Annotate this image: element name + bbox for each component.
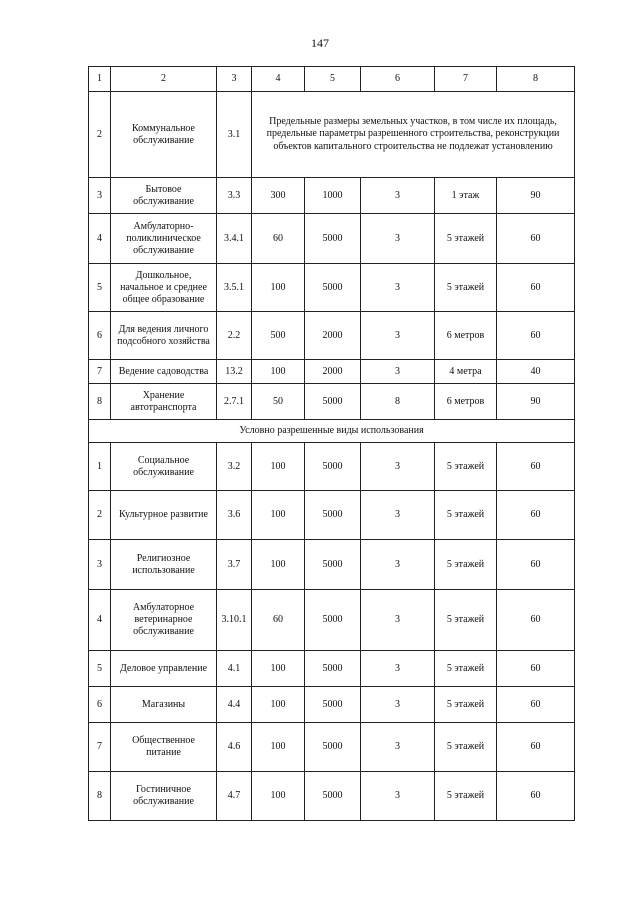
header-row bbox=[89, 67, 575, 92]
cell-col8: 60 bbox=[497, 651, 575, 687]
row-number: 7 bbox=[89, 723, 111, 772]
row-number: 6 bbox=[89, 312, 111, 360]
cell-col6: 3 bbox=[361, 491, 435, 540]
cell-col4: 100 bbox=[252, 443, 305, 491]
cell-col4: 100 bbox=[252, 687, 305, 723]
cell-col7: 4 метра bbox=[435, 360, 497, 384]
use-name: Для ведения личного подсобного хозяйства bbox=[111, 312, 217, 360]
land-use-table bbox=[88, 66, 575, 821]
cell-col6: 3 bbox=[361, 540, 435, 590]
header-cell: 4 bbox=[252, 67, 305, 92]
cell-col7: 1 этаж bbox=[435, 178, 497, 214]
row-number: 2 bbox=[89, 92, 111, 178]
use-name: Магазины bbox=[111, 687, 217, 723]
cell-col7: 5 этажей bbox=[435, 772, 497, 821]
cell-col8: 60 bbox=[497, 772, 575, 821]
table-row bbox=[89, 92, 575, 178]
table-row bbox=[89, 651, 575, 687]
table-row bbox=[89, 540, 575, 590]
cell-col6: 3 bbox=[361, 214, 435, 264]
cell-col7: 5 этажей bbox=[435, 491, 497, 540]
cell-col6: 8 bbox=[361, 384, 435, 420]
use-code: 4.4 bbox=[217, 687, 252, 723]
cell-col8: 60 bbox=[497, 264, 575, 312]
cell-col6: 3 bbox=[361, 360, 435, 384]
use-code: 3.6 bbox=[217, 491, 252, 540]
use-code: 3.3 bbox=[217, 178, 252, 214]
cell-col6: 3 bbox=[361, 590, 435, 651]
use-name: Ведение садоводства bbox=[111, 360, 217, 384]
row-number: 5 bbox=[89, 651, 111, 687]
cell-col4: 100 bbox=[252, 491, 305, 540]
cell-col5: 5000 bbox=[305, 491, 361, 540]
table-row bbox=[89, 264, 575, 312]
use-code: 3.7 bbox=[217, 540, 252, 590]
cell-col5: 5000 bbox=[305, 384, 361, 420]
cell-col4: 100 bbox=[252, 772, 305, 821]
cell-col7: 5 этажей bbox=[435, 651, 497, 687]
use-code: 2.7.1 bbox=[217, 384, 252, 420]
cell-col4: 100 bbox=[252, 651, 305, 687]
use-name: Амбулаторное ветеринарное обслуживание bbox=[111, 590, 217, 651]
cell-col7: 5 этажей bbox=[435, 590, 497, 651]
table-row bbox=[89, 491, 575, 540]
use-name: Социальное обслуживание bbox=[111, 443, 217, 491]
cell-col5: 5000 bbox=[305, 651, 361, 687]
cell-col4: 60 bbox=[252, 590, 305, 651]
table-row bbox=[89, 360, 575, 384]
cell-col4: 60 bbox=[252, 214, 305, 264]
cell-col6: 3 bbox=[361, 687, 435, 723]
page-number: 147 bbox=[311, 36, 329, 50]
cell-col8: 60 bbox=[497, 540, 575, 590]
use-code: 3.5.1 bbox=[217, 264, 252, 312]
cell-col5: 5000 bbox=[305, 443, 361, 491]
row-number: 3 bbox=[89, 540, 111, 590]
section-row bbox=[89, 420, 575, 443]
row-number: 6 bbox=[89, 687, 111, 723]
row-number: 3 bbox=[89, 178, 111, 214]
cell-col5: 2000 bbox=[305, 312, 361, 360]
use-code: 3.4.1 bbox=[217, 214, 252, 264]
header-cell: 6 bbox=[361, 67, 435, 92]
use-code: 4.7 bbox=[217, 772, 252, 821]
use-code: 3.2 bbox=[217, 443, 252, 491]
cell-col6: 3 bbox=[361, 178, 435, 214]
table-row bbox=[89, 687, 575, 723]
use-code: 4.6 bbox=[217, 723, 252, 772]
cell-col5: 5000 bbox=[305, 590, 361, 651]
cell-col5: 1000 bbox=[305, 178, 361, 214]
cell-col5: 5000 bbox=[305, 214, 361, 264]
table-row bbox=[89, 772, 575, 821]
cell-col4: 100 bbox=[252, 264, 305, 312]
cell-col5: 5000 bbox=[305, 723, 361, 772]
header-cell: 3 bbox=[217, 67, 252, 92]
cell-col8: 90 bbox=[497, 384, 575, 420]
table-row bbox=[89, 723, 575, 772]
cell-col7: 5 этажей bbox=[435, 214, 497, 264]
use-name: Религиозное использование bbox=[111, 540, 217, 590]
row-number: 8 bbox=[89, 384, 111, 420]
row-number: 8 bbox=[89, 772, 111, 821]
use-name: Деловое управление bbox=[111, 651, 217, 687]
row-number: 7 bbox=[89, 360, 111, 384]
row-number: 4 bbox=[89, 590, 111, 651]
cell-col4: 100 bbox=[252, 360, 305, 384]
cell-col4: 100 bbox=[252, 723, 305, 772]
table-row bbox=[89, 178, 575, 214]
cell-col8: 60 bbox=[497, 590, 575, 651]
cell-col5: 2000 bbox=[305, 360, 361, 384]
use-code: 2.2 bbox=[217, 312, 252, 360]
cell-col7: 5 этажей bbox=[435, 264, 497, 312]
row-number: 5 bbox=[89, 264, 111, 312]
table-row bbox=[89, 384, 575, 420]
cell-col8: 60 bbox=[497, 214, 575, 264]
use-name: Дошкольное, начальное и среднее общее образование bbox=[111, 264, 217, 312]
cell-col7: 5 этажей bbox=[435, 723, 497, 772]
use-code: 3.10.1 bbox=[217, 590, 252, 651]
use-name: Культурное развитие bbox=[111, 491, 217, 540]
cell-col6: 3 bbox=[361, 723, 435, 772]
header-cell: 2 bbox=[111, 67, 217, 92]
not-applicable-note: Предельные размеры земельных участков, в том числе их площадь, предельные параметры разрешенного строительства, реконструкции объектов капитального строительства не подлежат установлению bbox=[252, 92, 575, 178]
cell-col7: 5 этажей bbox=[435, 443, 497, 491]
cell-col4: 300 bbox=[252, 178, 305, 214]
use-name: Хранение автотранспорта bbox=[111, 384, 217, 420]
cell-col6: 3 bbox=[361, 312, 435, 360]
cell-col5: 5000 bbox=[305, 540, 361, 590]
header-cell: 5 bbox=[305, 67, 361, 92]
table-row bbox=[89, 214, 575, 264]
use-name: Гостиничное обслуживание bbox=[111, 772, 217, 821]
cell-col4: 500 bbox=[252, 312, 305, 360]
cell-col5: 5000 bbox=[305, 687, 361, 723]
cell-col6: 3 bbox=[361, 264, 435, 312]
use-name: Амбулаторно-поликлиническое обслуживание bbox=[111, 214, 217, 264]
table-row bbox=[89, 590, 575, 651]
use-name: Бытовое обслуживание bbox=[111, 178, 217, 214]
section-title: Условно разрешенные виды использования bbox=[89, 420, 575, 443]
use-code: 3.1 bbox=[217, 92, 252, 178]
use-code: 4.1 bbox=[217, 651, 252, 687]
cell-col7: 5 этажей bbox=[435, 540, 497, 590]
cell-col7: 5 этажей bbox=[435, 687, 497, 723]
header-cell: 7 bbox=[435, 67, 497, 92]
row-number: 1 bbox=[89, 443, 111, 491]
cell-col5: 5000 bbox=[305, 772, 361, 821]
cell-col8: 90 bbox=[497, 178, 575, 214]
cell-col8: 40 bbox=[497, 360, 575, 384]
cell-col6: 3 bbox=[361, 772, 435, 821]
cell-col6: 3 bbox=[361, 651, 435, 687]
cell-col8: 60 bbox=[497, 443, 575, 491]
cell-col8: 60 bbox=[497, 491, 575, 540]
cell-col8: 60 bbox=[497, 687, 575, 723]
row-number: 4 bbox=[89, 214, 111, 264]
use-name: Коммунальное обслуживание bbox=[111, 92, 217, 178]
use-code: 13.2 bbox=[217, 360, 252, 384]
use-name: Общественное питание bbox=[111, 723, 217, 772]
header-cell: 8 bbox=[497, 67, 575, 92]
cell-col8: 60 bbox=[497, 312, 575, 360]
cell-col7: 6 метров bbox=[435, 384, 497, 420]
row-number: 2 bbox=[89, 491, 111, 540]
cell-col5: 5000 bbox=[305, 264, 361, 312]
table-row bbox=[89, 443, 575, 491]
cell-col7: 6 метров bbox=[435, 312, 497, 360]
cell-col4: 50 bbox=[252, 384, 305, 420]
cell-col8: 60 bbox=[497, 723, 575, 772]
header-cell: 1 bbox=[89, 67, 111, 92]
cell-col4: 100 bbox=[252, 540, 305, 590]
cell-col6: 3 bbox=[361, 443, 435, 491]
table-row bbox=[89, 312, 575, 360]
